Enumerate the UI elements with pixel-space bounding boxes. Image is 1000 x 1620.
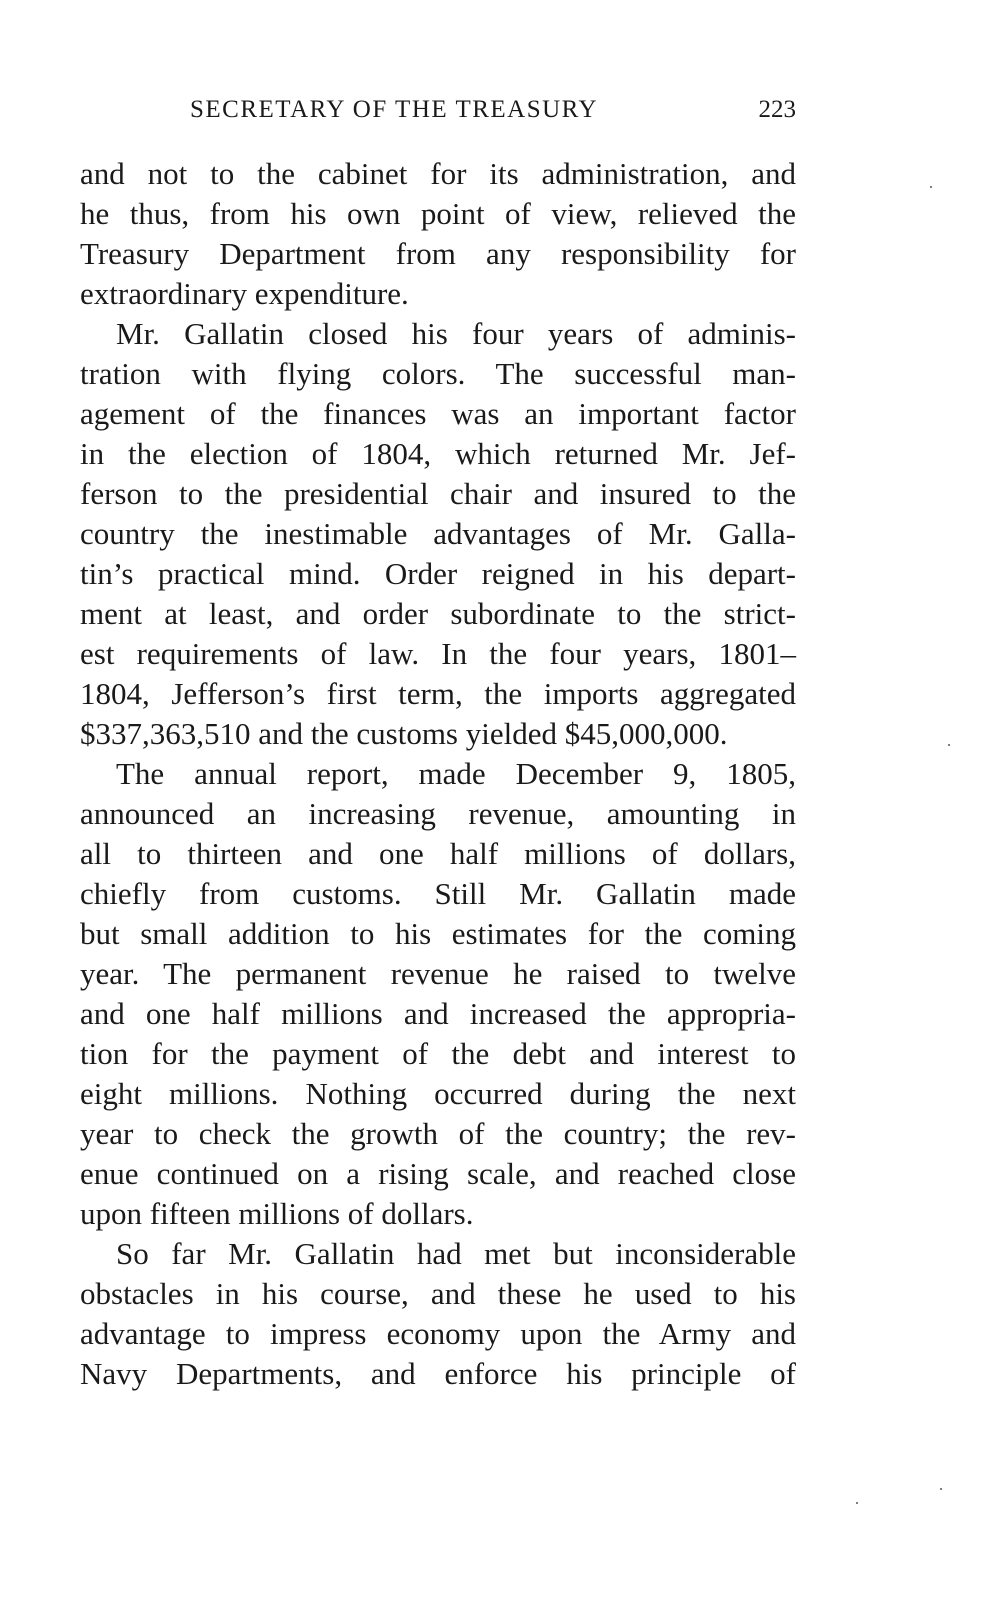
paragraph-first-line: The annual report, made December 9, 1805, — [116, 756, 796, 791]
paper-speck — [930, 186, 932, 188]
text-line: agement of the finances was an important factor — [80, 396, 796, 431]
text-line: year to check the growth of the country; the rev- — [80, 1116, 796, 1151]
text-line: 1804, Jefferson’s first term, the imports aggregated — [80, 676, 796, 711]
text-line: eight millions. Nothing occurred during the next — [80, 1076, 796, 1111]
paragraph-first-line: So far Mr. Gallatin had met but inconsiderable — [116, 1236, 796, 1271]
text-line: ment at least, and order subordinate to the strict- — [80, 596, 796, 631]
text-line: he thus, from his own point of view, relieved the — [80, 196, 796, 231]
text-line: chiefly from customs. Still Mr. Gallatin made — [80, 876, 796, 911]
text-line: est requirements of law. In the four years, 1801– — [80, 636, 796, 671]
text-line: upon fifteen millions of dollars. — [80, 1196, 474, 1231]
text-line: Navy Departments, and enforce his principle of — [80, 1356, 796, 1391]
text-line: announced an increasing revenue, amounting in — [80, 796, 796, 831]
paper-speck — [940, 1488, 942, 1490]
page-number: 223 — [758, 96, 796, 123]
paper-speck — [856, 1502, 858, 1504]
text-line: country the inestimable advantages of Mr. Galla- — [80, 516, 796, 551]
running-title: SECRETARY OF THE TREASURY — [190, 96, 599, 123]
text-line: and one half millions and increased the appropria- — [80, 996, 796, 1031]
running-head — [80, 96, 796, 132]
paper-speck — [948, 744, 950, 746]
text-line: Treasury Department from any responsibility for — [80, 236, 796, 271]
text-line: enue continued on a rising scale, and reached close — [80, 1156, 796, 1191]
text-line: advantage to impress economy upon the Army and — [80, 1316, 796, 1351]
text-line: but small addition to his estimates for the coming — [80, 916, 796, 951]
paragraph-first-line: Mr. Gallatin closed his four years of adminis- — [116, 316, 796, 351]
text-line: in the election of 1804, which returned Mr. Jef- — [80, 436, 796, 471]
text-line: extraordinary expenditure. — [80, 276, 409, 311]
text-line: tion for the payment of the debt and interest to — [80, 1036, 796, 1071]
text-line: ferson to the presidential chair and insured to the — [80, 476, 796, 511]
text-line: tin’s practical mind. Order reigned in his depart- — [80, 556, 796, 591]
text-line: $337,363,510 and the customs yielded $45,000,000. — [80, 716, 728, 751]
text-line: obstacles in his course, and these he used to his — [80, 1276, 796, 1311]
text-line: year. The permanent revenue he raised to twelve — [80, 956, 796, 991]
text-line: all to thirteen and one half millions of dollars, — [80, 836, 796, 871]
text-line: tration with flying colors. The successful man- — [80, 356, 796, 391]
text-line: and not to the cabinet for its administration, and — [80, 156, 796, 191]
